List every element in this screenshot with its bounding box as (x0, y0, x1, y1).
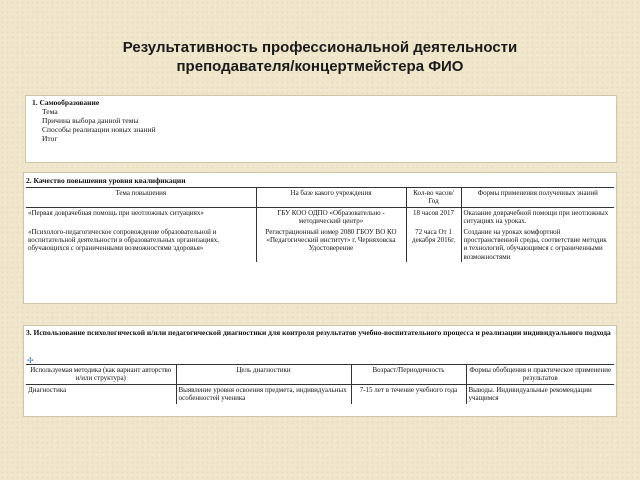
age-cell: 7-15 лет в течение учебного года (351, 384, 466, 403)
section1-item: Способы реализации новых знаний (42, 125, 156, 134)
method-cell: Диагностика (26, 384, 176, 403)
goal-cell: Выявление уровня освоения предмета, индивидуальных особенностей ученика (176, 384, 351, 403)
forms-cell: Выводы. Индивидуальные рекомендации учащимся (466, 384, 614, 403)
page-title (60, 38, 580, 76)
hours-cell: 18 часов 2017 (406, 207, 461, 226)
column-header: Кол-во часов/Год (406, 188, 461, 208)
table-header-row (26, 188, 614, 208)
column-header: Формы применения полученных знаний (461, 188, 614, 208)
title-line-2: преподавателя/концертмейстера ФИО (176, 58, 464, 75)
title-line-1: Результативность профессиональной деятельности (122, 39, 518, 56)
column-header: Цель диагностики (176, 365, 351, 385)
column-header: На базе какого учреждения (256, 188, 406, 208)
table-row (26, 227, 614, 263)
section3-heading: 3. Использование психологической и/или педагогической диагностики для контроля результатов учебно-воспитательного процесса и реализации индивидуального подхода (26, 328, 611, 337)
column-header: Используемая методика (как вариант авторство и/или структура) (26, 365, 176, 385)
diagnostics-table (26, 364, 614, 404)
forms-cell: Оказание доврачебной помощи при неотложных ситуациях на уроках. (461, 207, 614, 226)
section1-heading: 1. Самообразование (32, 98, 100, 107)
institution-cell: Регистрационный номер 2080 ГБОУ ВО КО «Педагогический институт» г. Черняховска Удостоверение (256, 227, 406, 263)
table-header-row (26, 365, 614, 385)
table-move-handle-icon[interactable]: ✢ (27, 356, 34, 365)
institution-cell: ГБУ КОО ОДПО «Образовательно - методический центр» (256, 207, 406, 226)
self-education-block (32, 98, 156, 143)
diagnostics-snippet (24, 326, 616, 416)
qualification-table (26, 187, 614, 262)
qualification-snippet (24, 173, 616, 303)
section2-heading: 2. Качество повышения уровня квалификации (26, 176, 186, 185)
table-row (26, 384, 614, 403)
table-row (26, 207, 614, 226)
topic-cell: «Психолого-педагогическое сопровождение образовательной и воспитательной деятельности в образовательных организациях, обучающихся с ограниченными возможностями здоровья» (28, 227, 219, 253)
section1-item: Причина выбора данной темы (42, 116, 139, 125)
section1-item: Итог (42, 134, 58, 143)
topic-cell: «Первая доврачебная помощь при неотложных ситуациях» (28, 208, 204, 217)
forms-cell: Создание на уроках комфортной пространственной среды, соответствие методик и технологий, обучающимся с ограниченными возможностями (461, 227, 614, 263)
hours-cell: 72 часа От 1 декабря 2016г. (406, 227, 461, 263)
column-header: Возраст/Периодичность (351, 365, 466, 385)
self-education-snippet (26, 96, 616, 162)
column-header: Формы обобщения и практическое применение результатов (466, 365, 614, 385)
section1-item: Тема (42, 107, 58, 116)
column-header: Тема повышения (26, 188, 256, 208)
